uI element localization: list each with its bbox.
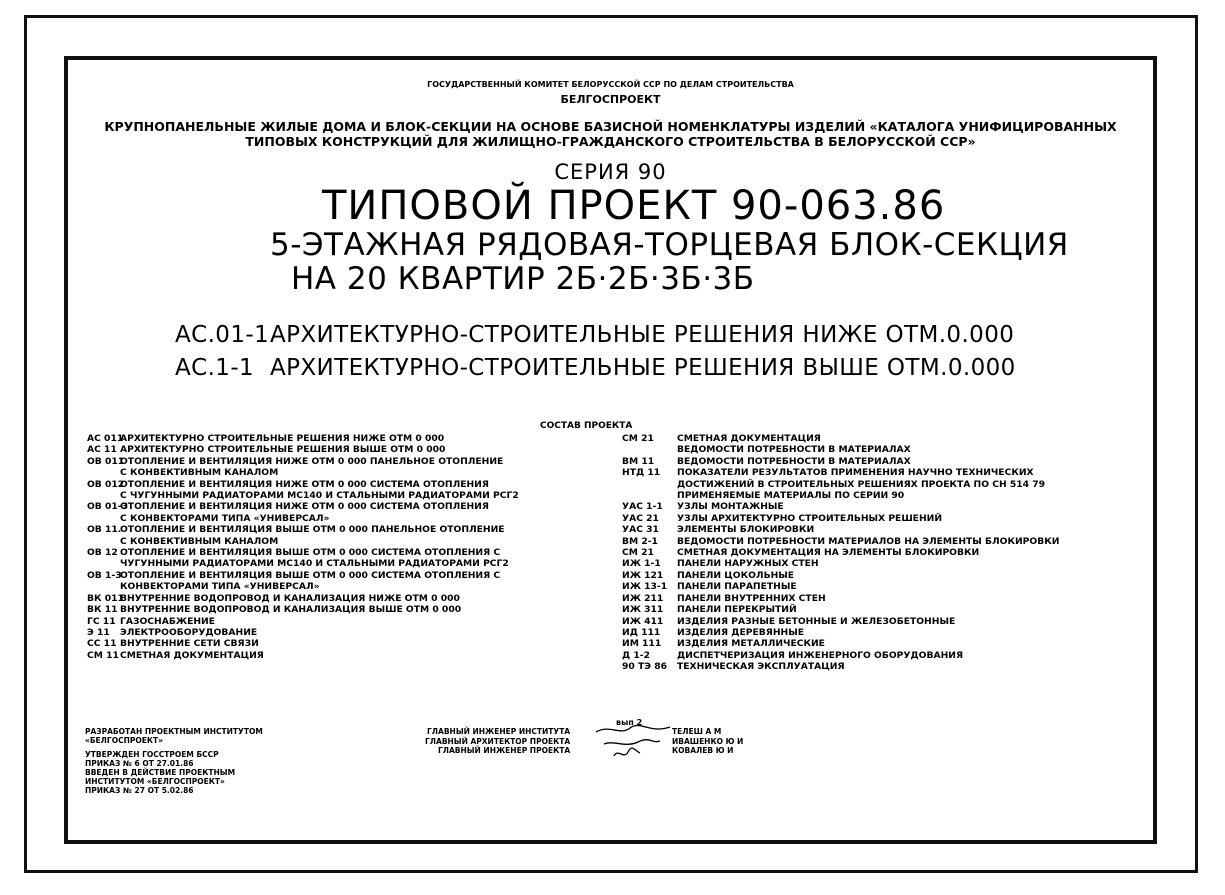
item-text: ЭЛЕМЕНТЫ БЛОКИРОВКИ: [677, 524, 815, 536]
item-text: ДОСТИЖЕНИЙ В СТРОИТЕЛЬНЫХ РЕШЕНИЯХ ПРОЕКТА ПО СН 514 79: [677, 478, 1046, 490]
item-text: ПОКАЗАТЕЛИ РЕЗУЛЬТАТОВ ПРИМЕНЕНИЯ НАУЧНО ТЕХНИЧЕСКИХ: [677, 467, 1034, 479]
composition-item: [622, 661, 1059, 672]
composition-item: [622, 456, 1059, 467]
composition-item: [622, 479, 1059, 490]
composition-item: [622, 536, 1059, 547]
composition-item: [622, 604, 1059, 615]
project-title: ТИПОВОЙ ПРОЕКТ 90-063.86: [322, 183, 946, 229]
section-code: АС.1-1: [175, 355, 255, 381]
item-code: Д 1-2: [622, 649, 650, 661]
signature-name: КОВАЛЕВ Ю И: [672, 746, 734, 755]
composition-item: [87, 616, 519, 627]
signature-name: ИВАШЕНКО Ю И: [672, 736, 744, 746]
item-code: ИД 111: [622, 626, 661, 638]
item-code: ИМ 111: [622, 638, 662, 650]
item-text: УЗЛЫ МОНТАЖНЫЕ: [677, 501, 784, 513]
developed-by: [85, 727, 263, 745]
item-text: ТЕХНИЧЕСКАЯ ЭКСПЛУАТАЦИЯ: [677, 661, 845, 673]
description-line-1: КРУПНОПАНЕЛЬНЫЕ ЖИЛЫЕ ДОМА И БЛОК-СЕКЦИИ НА ОСНОВЕ БАЗИСНОЙ НОМЕНКЛАТУРЫ ИЗДЕЛИЙ «КАТАЛОГА УНИФИЦИРОВАННЫХ: [104, 119, 1117, 134]
composition-item: [87, 650, 519, 661]
item-text: ИЗДЕЛИЯ МЕТАЛЛИЧЕСКИЕ: [677, 638, 825, 650]
approved-line: УТВЕРЖДЕН ГОССТРОЕМ БССР: [85, 750, 219, 759]
item-text: АРХИТЕКТУРНО СТРОИТЕЛЬНЫЕ РЕШЕНИЯ ВЫШЕ ОТМ 0 000: [120, 444, 446, 456]
item-text: ИЗДЕЛИЯ РАЗНЫЕ БЕТОННЫЕ И ЖЕЛЕЗОБЕТОННЫЕ: [677, 615, 956, 627]
composition-item: [622, 570, 1059, 581]
item-text: ВЕДОМОСТИ ПОТРЕБНОСТИ МАТЕРИАЛОВ НА ЭЛЕМЕНТЫ БЛОКИРОВКИ: [677, 535, 1060, 547]
project-subtitle-1: 5-ЭТАЖНАЯ РЯДОВАЯ-ТОРЦЕВАЯ БЛОК-СЕКЦИЯ: [270, 227, 1069, 263]
item-code: ОВ 01-3: [87, 501, 129, 513]
composition-item: [87, 444, 519, 455]
item-code: ИЖ 411: [622, 615, 664, 627]
organization-name: БЕЛГОСПРОЕКТ: [560, 93, 661, 106]
composition-item: [87, 593, 519, 604]
signature-name: ТЕЛЕШ А М: [672, 727, 722, 736]
approved-line: ПРИКАЗ № 6 ОТ 27.01.86: [85, 759, 194, 768]
item-text: АРХИТЕКТУРНО СТРОИТЕЛЬНЫЕ РЕШЕНИЯ НИЖЕ ОТМ 0 000: [120, 433, 445, 444]
item-code: ИЖ 121: [622, 569, 664, 581]
composition-item: [622, 444, 1059, 455]
item-text: ВЕДОМОСТИ ПОТРЕБНОСТИ В МАТЕРИАЛАХ: [677, 444, 911, 456]
composition-item: [87, 479, 519, 490]
te-issue-note: вып 2: [616, 718, 643, 727]
item-text: С КОНВЕКТОРАМИ ТИПА «УНИВЕРСАЛ»: [120, 512, 330, 524]
item-code: 90 ТЭ 86: [622, 661, 667, 673]
composition-item: [622, 627, 1059, 638]
item-text: СМЕТНАЯ ДОКУМЕНТАЦИЯ: [677, 433, 821, 444]
description-line-2: ТИПОВЫХ КОНСТРУКЦИЙ ДЛЯ ЖИЛИЩНО-ГРАЖДАНСКОГО СТРОИТЕЛЬСТВА В БЕЛОРУССКОЙ ССР»: [245, 134, 976, 149]
item-code: СМ 21: [622, 433, 654, 444]
item-text: ОТОПЛЕНИЕ И ВЕНТИЛЯЦИЯ ВЫШЕ ОТМ 0 000 СИСТЕМА ОТОПЛЕНИЯ С: [120, 569, 501, 581]
item-text: ПАНЕЛИ ПАРАПЕТНЫЕ: [677, 581, 797, 593]
approved-line: ПРИКАЗ № 27 ОТ 5.02.86: [85, 786, 194, 795]
approved-line: ИНСТИТУТОМ «БЕЛГОСПРОЕКТ»: [85, 777, 225, 786]
composition-item: [622, 593, 1059, 604]
item-code: АС 011: [87, 433, 124, 444]
item-code: ИЖ 211: [622, 592, 664, 604]
item-code: Э 11: [87, 626, 110, 638]
composition-item: [622, 524, 1059, 535]
item-text: ЭЛЕКТРООБОРУДОВАНИЕ: [120, 626, 258, 638]
composition-item: [87, 638, 519, 649]
item-code: ОВ 11.: [87, 524, 122, 536]
item-code: АС 11: [87, 444, 117, 456]
composition-item: [87, 536, 519, 547]
composition-item: [87, 570, 519, 581]
item-text: ПАНЕЛИ НАРУЖНЫХ СТЕН: [677, 558, 819, 570]
signature-names: [672, 727, 743, 756]
item-code: НТД 11: [622, 467, 661, 479]
item-text: ВНУТРЕННИЕ СЕТИ СВЯЗИ: [120, 638, 259, 650]
composition-item: [622, 616, 1059, 627]
item-text: ОТОПЛЕНИЕ И ВЕНТИЛЯЦИЯ ВЫШЕ ОТМ 0 000 СИСТЕМА ОТОПЛЕНИЯ С: [120, 547, 501, 559]
item-code: ИЖ 1-1: [622, 558, 661, 570]
composition-item: [87, 456, 519, 467]
composition-item: [87, 524, 519, 535]
item-text: С КОНВЕКТИВНЫМ КАНАЛОМ: [120, 467, 279, 479]
composition-item: [622, 638, 1059, 649]
item-text: СМЕТНАЯ ДОКУМЕНТАЦИЯ: [120, 649, 264, 661]
item-text: С ЧУГУННЫМИ РАДИАТОРАМИ МС140 И СТАЛЬНЫМИ РАДИАТОРАМИ РСГ2: [120, 490, 519, 502]
item-text: ОТОПЛЕНИЕ И ВЕНТИЛЯЦИЯ НИЖЕ ОТМ 0 000 СИСТЕМА ОТОПЛЕНИЯ: [120, 478, 489, 490]
composition-item: [622, 581, 1059, 592]
item-text: ВНУТРЕННИЕ ВОДОПРОВОД И КАНАЛИЗАЦИЯ ВЫШЕ ОТМ 0 000: [120, 604, 462, 616]
composition-item: [622, 513, 1059, 524]
composition-item: [87, 627, 519, 638]
item-code: УАС 31: [622, 524, 659, 536]
composition-left-list: [87, 433, 519, 661]
item-text: ГАЗОСНАБЖЕНИЕ: [120, 615, 216, 627]
item-text: СМЕТНАЯ ДОКУМЕНТАЦИЯ НА ЭЛЕМЕНТЫ БЛОКИРОВКИ: [677, 547, 980, 559]
handwritten-signatures: [590, 722, 680, 762]
composition-item: [622, 650, 1059, 661]
item-code: ВМ 2-1: [622, 535, 658, 547]
section-code: АС.01-1: [175, 322, 270, 348]
item-code: СМ 11: [87, 649, 119, 661]
composition-item: [87, 604, 519, 615]
item-code: ОВ 1-3: [87, 569, 122, 581]
committee-name: ГОСУДАРСТВЕННЫЙ КОМИТЕТ БЕЛОРУССКОЙ ССР ПО ДЕЛАМ СТРОИТЕЛЬСТВА: [427, 80, 794, 89]
composition-item: [622, 433, 1059, 444]
item-code: ВМ 11: [622, 455, 655, 467]
item-code: ОВ 12: [87, 547, 118, 559]
approved-by: [85, 750, 235, 795]
section-title: АРХИТЕКТУРНО-СТРОИТЕЛЬНЫЕ РЕШЕНИЯ ВЫШЕ ОТМ.0.000: [270, 355, 1016, 381]
item-text: С КОНВЕКТИВНЫМ КАНАЛОМ: [120, 535, 279, 547]
composition-item: [622, 547, 1059, 558]
item-code: ВК 011: [87, 592, 124, 604]
item-code: УАС 21: [622, 512, 659, 524]
section-title: АРХИТЕКТУРНО-СТРОИТЕЛЬНЫЕ РЕШЕНИЯ НИЖЕ ОТМ.0.000: [270, 322, 1015, 348]
composition-item: [622, 558, 1059, 569]
section-as01: [175, 322, 1014, 348]
item-code: ГС 11: [87, 615, 116, 627]
item-text: ПРИМЕНЯЕМЫЕ МАТЕРИАЛЫ ПО СЕРИИ 90: [677, 490, 905, 502]
item-code: УАС 1-1: [622, 501, 663, 513]
signature-role: ГЛАВНЫЙ ИНЖЕНЕР ИНСТИТУТА: [427, 727, 571, 736]
signature-role: ГЛАВНЫЙ ИНЖЕНЕР ПРОЕКТА: [437, 746, 571, 755]
composition-item: [87, 547, 519, 558]
composition-item: [622, 490, 1059, 501]
item-text: ВЕДОМОСТИ ПОТРЕБНОСТИ В МАТЕРИАЛАХ: [677, 455, 911, 467]
item-code: ВК 11: [87, 604, 118, 616]
item-text: ПАНЕЛИ ВНУТРЕННИХ СТЕН: [677, 592, 826, 604]
item-text: ДИСПЕТЧЕРИЗАЦИЯ ИНЖЕНЕРНОГО ОБОРУДОВАНИЯ: [677, 649, 964, 661]
item-code: СС 11: [87, 638, 117, 650]
item-text: ОТОПЛЕНИЕ И ВЕНТИЛЯЦИЯ НИЖЕ ОТМ 0 000 ПАНЕЛЬНОЕ ОТОПЛЕНИЕ: [120, 455, 504, 467]
composition-item: [87, 467, 519, 478]
composition-title: СОСТАВ ПРОЕКТА: [540, 421, 633, 431]
composition-item: [87, 433, 519, 444]
project-subtitle-2: НА 20 КВАРТИР 2Б·2Б·3Б·3Б: [291, 261, 755, 297]
composition-item: [87, 501, 519, 512]
composition-item: [87, 581, 519, 592]
developed-line: РАЗРАБОТАН ПРОЕКТНЫМ ИНСТИТУТОМ: [85, 727, 263, 736]
item-text: ПАНЕЛИ ПЕРЕКРЫТИЙ: [677, 604, 797, 616]
section-as1: [175, 355, 1016, 381]
developed-line: «БЕЛГОСПРОЕКТ»: [85, 736, 163, 745]
signature-roles: [425, 727, 570, 756]
composition-item: [87, 513, 519, 524]
composition-right-list: [622, 433, 1059, 673]
item-text: ИЗДЕЛИЯ ДЕРЕВЯННЫЕ: [677, 626, 804, 638]
item-code: ОВ 012: [87, 478, 125, 490]
composition-item: [622, 467, 1059, 478]
item-code: ОВ 011: [87, 455, 125, 467]
composition-item: [87, 490, 519, 501]
item-text: ВНУТРЕННИЕ ВОДОПРОВОД И КАНАЛИЗАЦИЯ НИЖЕ ОТМ 0 000: [120, 592, 460, 604]
composition-item: [87, 558, 519, 569]
item-text: УЗЛЫ АРХИТЕКТУРНО СТРОИТЕЛЬНЫХ РЕШЕНИЙ: [677, 512, 943, 524]
item-code: ИЖ 13-1: [622, 581, 668, 593]
approved-line: ВВЕДЕН В ДЕЙСТВИЕ ПРОЕКТНЫМ: [85, 768, 236, 777]
item-text: КОНВЕКТОРАМИ ТИПА «УНИВЕРСАЛ»: [120, 581, 320, 593]
series-label: СЕРИЯ 90: [554, 160, 667, 184]
item-code: СМ 21: [622, 547, 654, 559]
item-text: ОТОПЛЕНИЕ И ВЕНТИЛЯЦИЯ ВЫШЕ ОТМ 0 000 ПАНЕЛЬНОЕ ОТОПЛЕНИЕ: [120, 524, 505, 536]
item-code: ИЖ 311: [622, 604, 664, 616]
signature-role: ГЛАВНЫЙ АРХИТЕКТОР ПРОЕКТА: [425, 736, 571, 746]
item-text: ОТОПЛЕНИЕ И ВЕНТИЛЯЦИЯ НИЖЕ ОТМ 0 000 СИСТЕМА ОТОПЛЕНИЯ: [120, 501, 489, 513]
item-text: ЧУГУННЫМИ РАДИАТОРАМИ МС140 И СТАЛЬНЫМИ РАДИАТОРАМИ РСГ2: [120, 558, 509, 570]
composition-item: [622, 501, 1059, 512]
item-text: ПАНЕЛИ ЦОКОЛЬНЫЕ: [677, 569, 795, 581]
